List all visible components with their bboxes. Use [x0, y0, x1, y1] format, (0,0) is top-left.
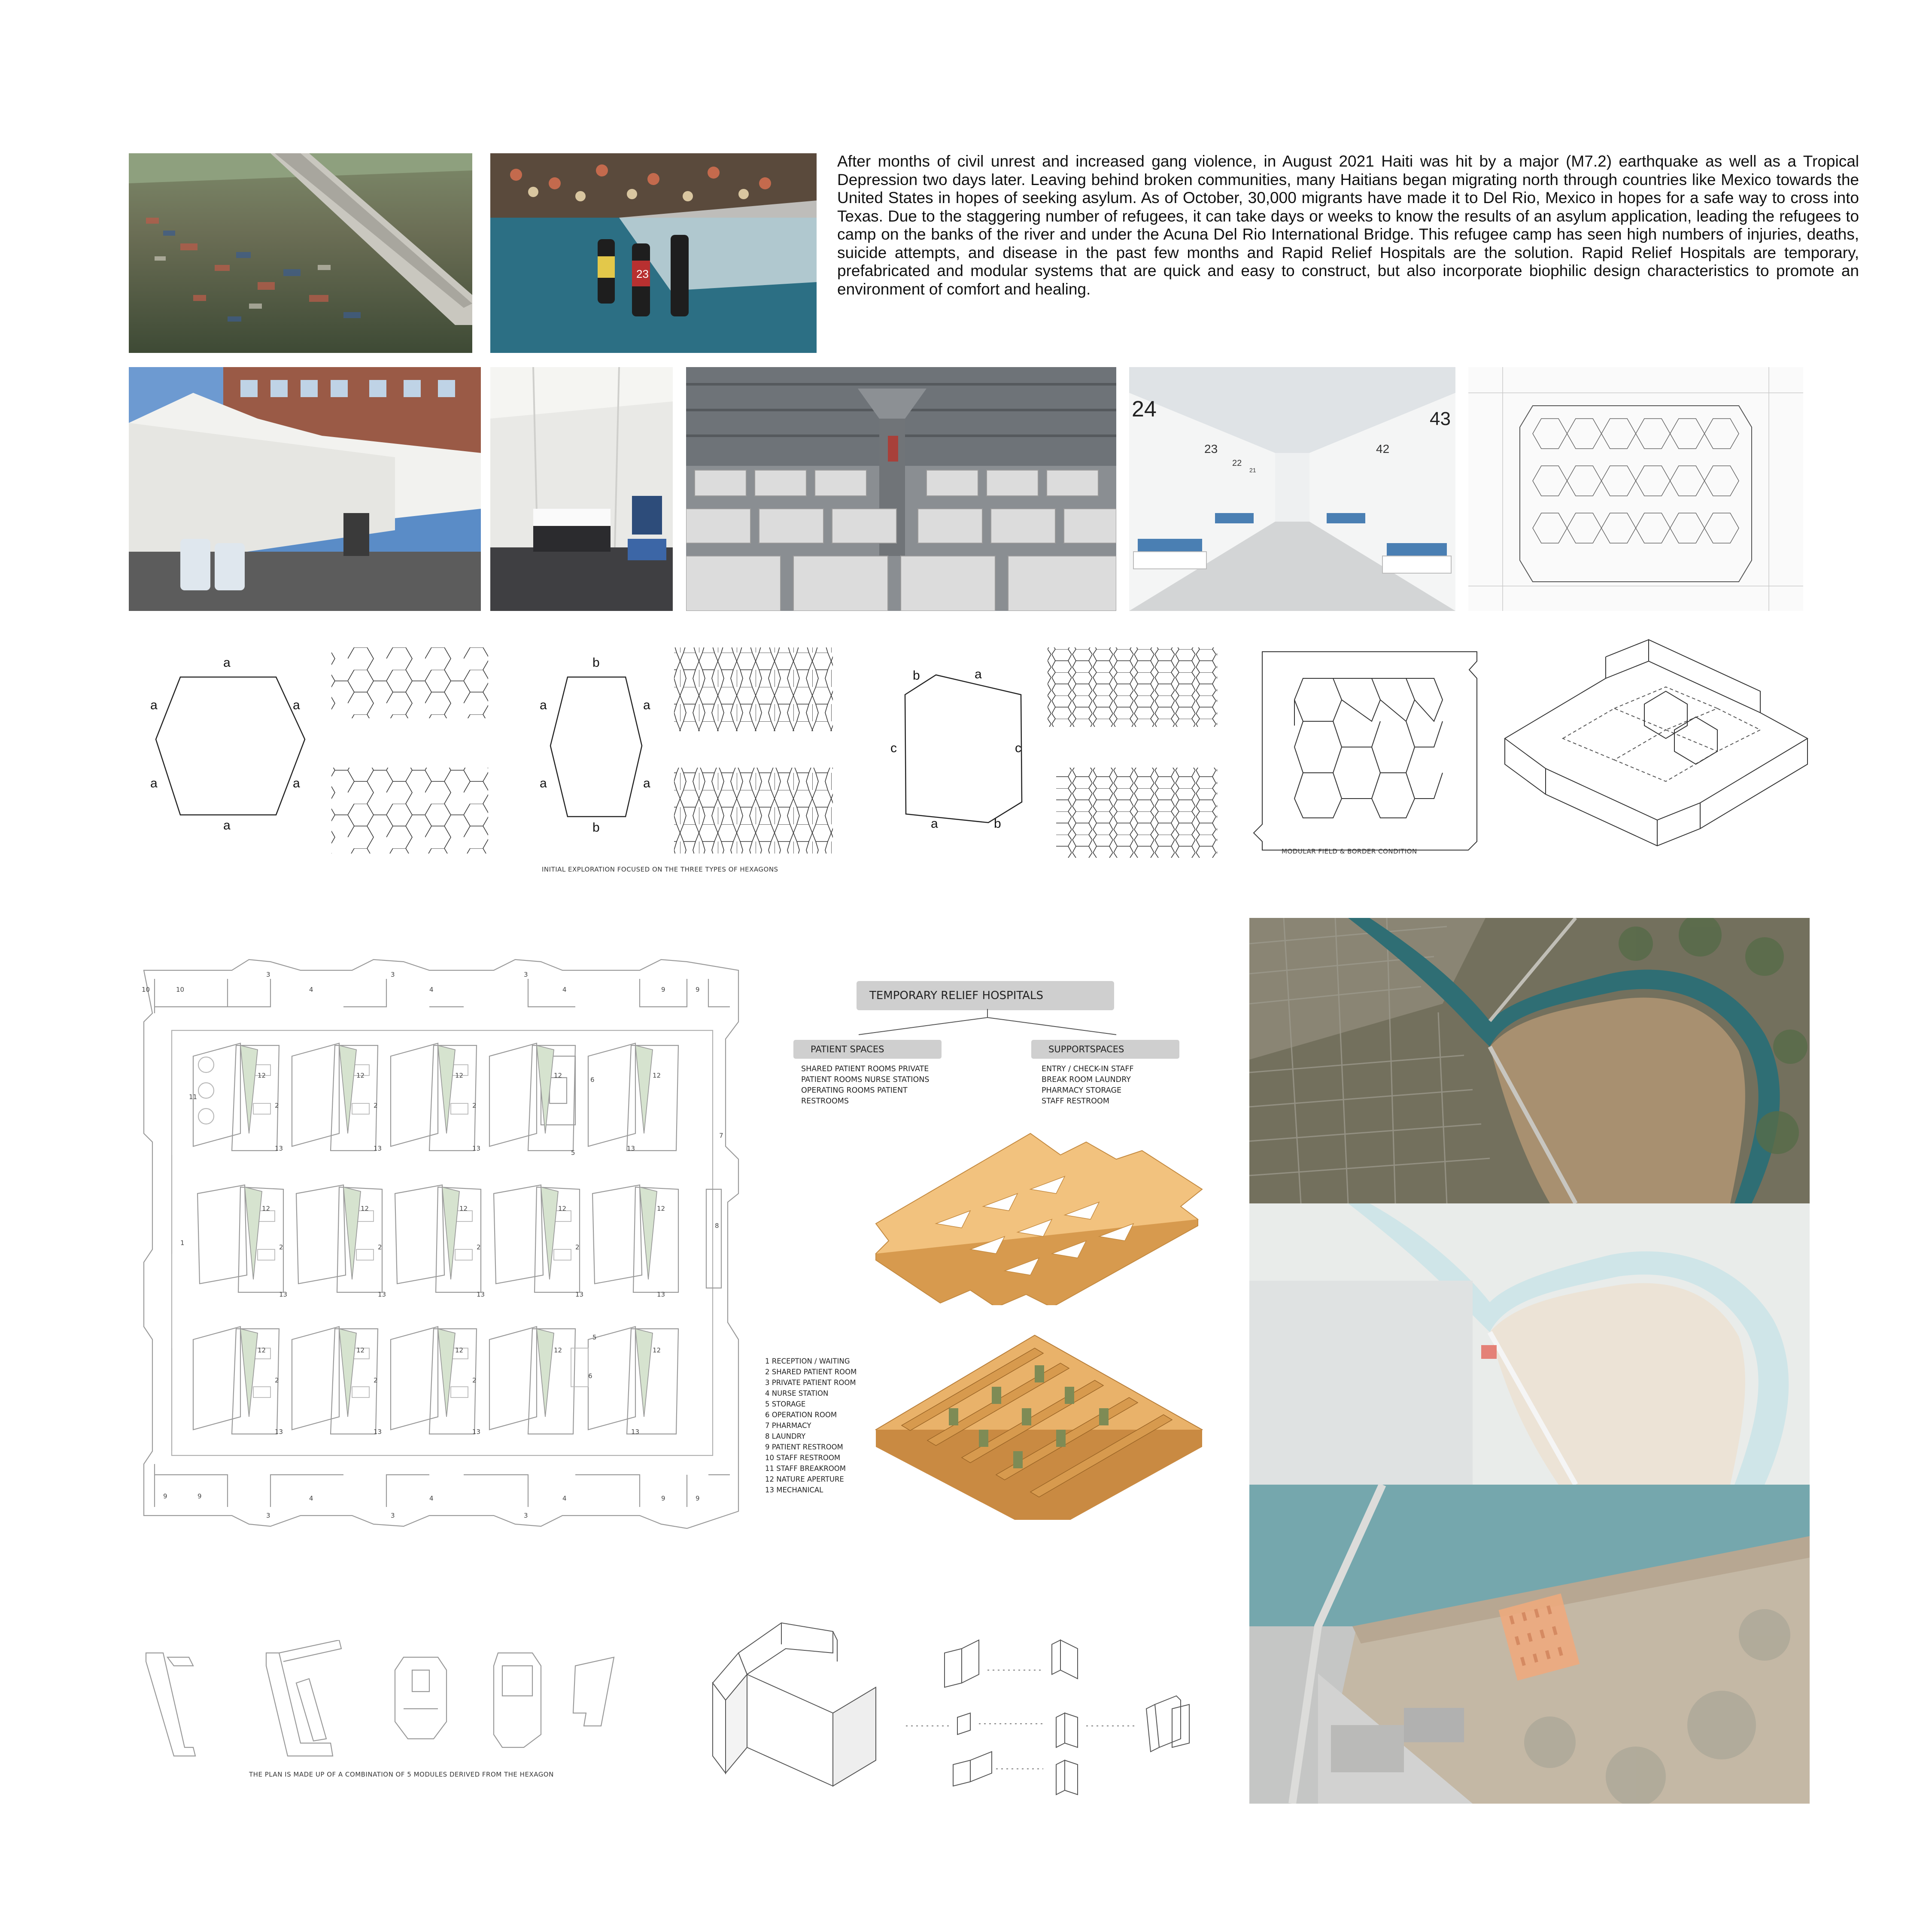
module-exploded-assembly: [906, 1631, 1228, 1812]
hex-label: a: [643, 698, 650, 712]
room-number: 12: [258, 1346, 266, 1354]
legend-item: 11 STAFF BREAKROOM: [765, 1464, 846, 1473]
program-connectors: [799, 1009, 1185, 1043]
room-number: 9: [163, 1492, 167, 1500]
support-spaces-title: SUPPORTSPACES: [1031, 1040, 1179, 1059]
room-number: 9: [661, 1495, 665, 1502]
regular-hexagon: [150, 656, 305, 832]
hex-label: a: [293, 698, 300, 712]
site-marker: [1481, 1345, 1497, 1359]
room-number: 13: [631, 1428, 640, 1436]
room-number: 12: [558, 1205, 567, 1212]
photo-river-crossing: [490, 153, 817, 353]
room-number: 5: [592, 1334, 597, 1341]
room-number: 12: [455, 1072, 464, 1079]
photo-hospital-ward: [1129, 367, 1455, 611]
room-number: 12: [554, 1072, 562, 1079]
room-number: 3: [391, 971, 395, 978]
room-number: 12: [657, 1205, 665, 1212]
room-number: 2: [275, 1376, 279, 1384]
room-number: 4: [309, 986, 313, 993]
legend-item: 10 STAFF RESTROOM: [765, 1454, 841, 1462]
room-number: 13: [472, 1145, 481, 1152]
caption-exploration: INITIAL EXPLORATION FOCUSED ON THE THREE TYPES OF HEXAGONS: [542, 866, 778, 873]
room-number: 13: [575, 1291, 584, 1298]
room-number: 12: [361, 1205, 369, 1212]
room-number: 13: [275, 1428, 283, 1436]
site-zoom-map: [1249, 1485, 1810, 1804]
room-number: 13: [378, 1291, 386, 1298]
plan-modules: [137, 1640, 653, 1782]
ward-number-42: 42: [1376, 442, 1390, 456]
ward-number-24: 24: [1132, 397, 1157, 422]
room-number: 2: [279, 1243, 283, 1251]
room-number: 5: [571, 1149, 575, 1157]
hex-label: b: [913, 668, 920, 683]
hex-label: a: [150, 776, 158, 790]
legend-item: 12 NATURE APERTURE: [765, 1475, 844, 1483]
room-number: 13: [627, 1145, 635, 1152]
hex-label: b: [994, 817, 1001, 831]
hex-label: a: [150, 698, 158, 712]
room-number: 3: [391, 1512, 395, 1519]
room-number: 12: [356, 1072, 365, 1079]
room-number: 7: [719, 1132, 723, 1139]
hex-label: a: [293, 776, 300, 790]
hex-label: c: [1015, 741, 1021, 755]
hex-tiling-elongated-bottom: [674, 768, 833, 854]
room-number: 13: [374, 1145, 382, 1152]
precedent-hex-plan: [1468, 367, 1803, 611]
photo-convention-hall: [686, 367, 1116, 611]
hex-label: a: [223, 656, 231, 670]
hospital-floor-plan: [129, 953, 747, 1541]
legend-item: 6 OPERATION ROOM: [765, 1411, 837, 1419]
room-number: 3: [266, 971, 270, 978]
hex-tiling-regular-top: [331, 647, 488, 718]
room-number: 10: [176, 986, 185, 993]
legend-item: 13 MECHANICAL: [765, 1486, 823, 1494]
modular-field: [1254, 652, 1477, 850]
elongated-hexagon: [540, 656, 650, 835]
support-spaces-list: ENTRY / CHECK-IN STAFF BREAK ROOM LAUNDRY PHARMACY STORAGE STAFF RESTROOM: [1042, 1065, 1134, 1106]
room-number: 11: [189, 1093, 197, 1101]
room-number: 3: [266, 1512, 270, 1519]
room-number: 4: [562, 1495, 567, 1502]
room-number: 13: [472, 1428, 481, 1436]
room-number: 12: [459, 1205, 468, 1212]
room-number: 3: [524, 971, 528, 978]
room-number: 1: [180, 1239, 185, 1247]
hex-tiling-irregular-top: [1048, 647, 1217, 727]
hexagon-studies: [0, 635, 1932, 876]
program-title: TEMPORARY RELIEF HOSPITALS: [857, 981, 1114, 1010]
room-number: 9: [696, 986, 700, 993]
site-light-map: [1249, 1203, 1810, 1485]
room-number: 4: [562, 986, 567, 993]
hex-tiling-regular-bottom: [331, 768, 488, 854]
room-number: 10: [142, 986, 150, 993]
hex-label: a: [643, 776, 650, 790]
ward-number-23: 23: [1204, 442, 1218, 456]
room-number: 13: [374, 1428, 382, 1436]
jersey-number: 23: [636, 267, 649, 280]
room-number: 2: [275, 1102, 279, 1109]
room-number: 2: [477, 1243, 481, 1251]
hex-label: a: [975, 667, 982, 681]
room-number: 12: [554, 1346, 562, 1354]
room-number: 12: [653, 1346, 661, 1354]
room-number: 2: [472, 1376, 477, 1384]
photo-tent-bed: [490, 367, 673, 611]
caption-modules: THE PLAN IS MADE UP OF A COMBINATION OF 5 MODULES DERIVED FROM THE HEXAGON: [249, 1771, 554, 1778]
room-number: 3: [524, 1512, 528, 1519]
room-number: 4: [429, 986, 434, 993]
hex-label: c: [890, 741, 897, 755]
legend-item: 5 STORAGE: [765, 1400, 806, 1408]
legend-item: 8 LAUNDRY: [765, 1432, 806, 1440]
roof-model-axonometric: [872, 1125, 1206, 1305]
room-number: 2: [472, 1102, 477, 1109]
room-number: 8: [715, 1222, 719, 1230]
room-number: 9: [197, 1492, 202, 1500]
room-number: 12: [262, 1205, 270, 1212]
room-number: 12: [653, 1072, 661, 1079]
ward-number-22: 22: [1232, 459, 1242, 468]
room-number: 12: [258, 1072, 266, 1079]
legend-item: 3 PRIVATE PATIENT ROOM: [765, 1379, 856, 1387]
patient-spaces-title: PATIENT SPACES: [793, 1040, 942, 1059]
intro-paragraph: After months of civil unrest and increased gang violence, in August 2021 Haiti was hit by a major (M7.2) earthquake as well as a Tropical Depression two days later. Leaving behind broken communities, many Haitians began migrating north through countries like Mexico towards the United States in hopes of seeking asylum. As of October, 30,000 migrants have made it to Del Rio, Mexico in hopes for a safe way to cross into Texas. Due to the staggering number of refugees, it can take days or weeks to know the results of an asylum application, leading the refugees to camp on the banks of the river and under the Acuna Del Rio International Bridge. This refugee camp has seen high numbers of injuries, deaths, suicide attempts, and disease in the past few months and Rapid Relief Hospitals are the solution. Rapid Relief Hospitals are temporary, prefabricated and modular systems that are quick and easy to construct, but also incorporate biophilic design characteristics to promote an environment of comfort and healing.: [837, 152, 1859, 298]
room-legend: [765, 1356, 857, 1495]
room-number: 4: [429, 1495, 434, 1502]
legend-item: 9 PATIENT RESTROOM: [765, 1443, 843, 1451]
hex-label: a: [223, 818, 231, 832]
room-number: 2: [575, 1243, 580, 1251]
hex-tiling-elongated-top: [674, 647, 833, 731]
hex-label: a: [540, 776, 547, 790]
room-number: 6: [590, 1076, 595, 1084]
hex-label: a: [540, 698, 547, 712]
photo-white-tents: [129, 367, 481, 611]
legend-item: 4 NURSE STATION: [765, 1389, 829, 1397]
room-number: 13: [657, 1291, 665, 1298]
room-number: 13: [279, 1291, 288, 1298]
hex-tiling-irregular-bottom: [1056, 768, 1217, 858]
hex-label: a: [931, 817, 938, 831]
caption-modular-field: MODULAR FIELD & BORDER CONDITION: [1282, 848, 1417, 855]
room-number: 12: [455, 1346, 464, 1354]
site-aerial-map: [1249, 918, 1810, 1203]
interior-model-axonometric: [872, 1322, 1206, 1520]
legend-item: 7 PHARMACY: [765, 1422, 811, 1430]
ward-number-43: 43: [1430, 408, 1451, 429]
hex-label: b: [592, 656, 600, 670]
legend-item: 2 SHARED PATIENT ROOM: [765, 1368, 857, 1376]
isometric-border-shell: [1505, 640, 1807, 846]
room-number: 2: [378, 1243, 382, 1251]
room-number: 13: [477, 1291, 485, 1298]
hex-label: b: [592, 820, 600, 835]
room-number: 6: [588, 1372, 592, 1380]
room-number: 4: [309, 1495, 313, 1502]
photo-camp-under-bridge: [129, 153, 472, 353]
room-number: 9: [696, 1495, 700, 1502]
patient-spaces-list: SHARED PATIENT ROOMS PRIVATE PATIENT ROOMS NURSE STATIONS OPERATING ROOMS PATIENT RESTROOMS: [801, 1065, 930, 1106]
room-number: 2: [374, 1376, 378, 1384]
legend-item: 1 RECEPTION / WAITING: [765, 1357, 850, 1365]
ward-number-21: 21: [1249, 467, 1256, 474]
irregular-hexagon: [890, 667, 1022, 831]
room-number: 2: [374, 1102, 378, 1109]
room-number: 12: [356, 1346, 365, 1354]
room-number: 13: [275, 1145, 283, 1152]
module-axonometric: [696, 1614, 919, 1803]
room-number: 9: [661, 986, 665, 993]
